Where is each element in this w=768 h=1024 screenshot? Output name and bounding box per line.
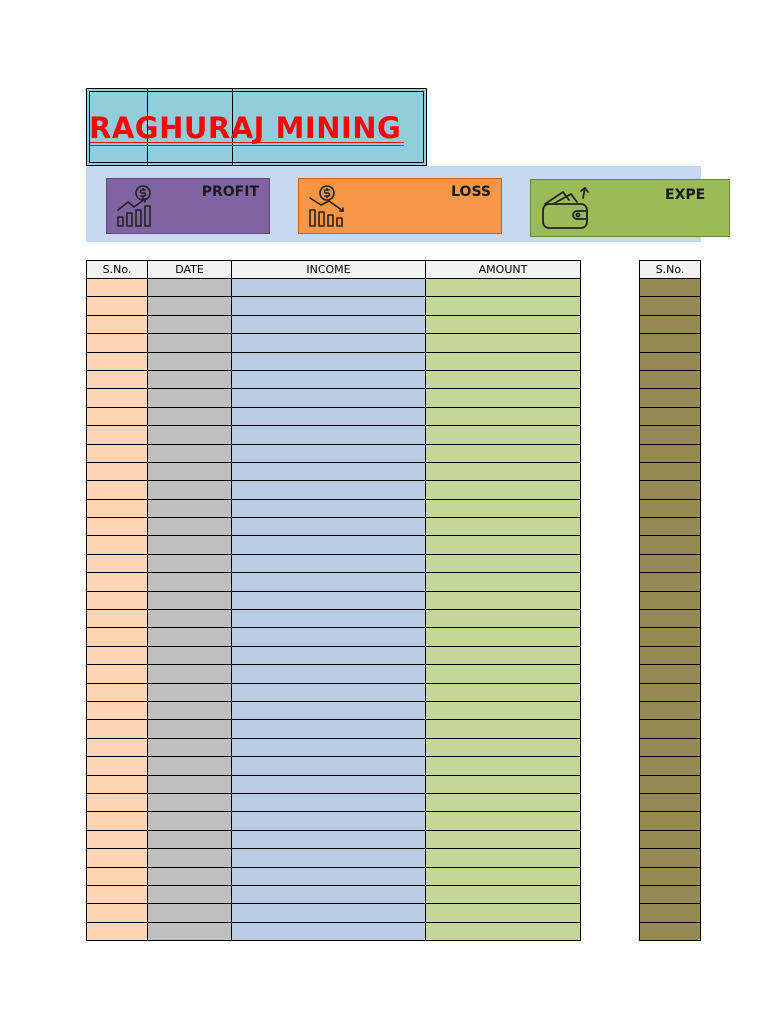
income-table-cell[interactable] (426, 922, 581, 940)
income-table-cell[interactable] (232, 757, 426, 775)
expense-table-cell[interactable] (640, 591, 701, 609)
expense-table-cell[interactable] (640, 518, 701, 536)
expense-table-cell[interactable] (640, 370, 701, 388)
income-table-cell[interactable] (232, 683, 426, 701)
expense-table-row (640, 315, 701, 333)
income-table-cell[interactable] (426, 812, 581, 830)
page-title: RAGHURAJ MINING (89, 111, 402, 145)
income-table-row (87, 720, 581, 738)
income-table-cell[interactable] (232, 536, 426, 554)
expense-table-row (640, 499, 701, 517)
profit-card[interactable] (106, 178, 270, 234)
expense-table-cell[interactable] (640, 849, 701, 867)
expense-table-cell[interactable] (640, 720, 701, 738)
income-table-row (87, 922, 581, 940)
income-table-cell[interactable] (148, 315, 232, 333)
income-table-cell[interactable] (148, 683, 232, 701)
income-table-cell[interactable] (148, 922, 232, 940)
title-block (86, 88, 427, 166)
sno-header: S.No. (87, 261, 148, 279)
income-table-cell[interactable] (232, 389, 426, 407)
expense-table-row (640, 462, 701, 480)
income-table-cell[interactable] (148, 665, 232, 683)
income-table-cell[interactable] (148, 499, 232, 517)
income-table-cell[interactable] (232, 738, 426, 756)
expense-card[interactable] (530, 179, 730, 237)
expense-table-row (640, 481, 701, 499)
title-underline (90, 142, 404, 143)
income-table-cell[interactable] (232, 518, 426, 536)
expense-table-cell[interactable] (640, 775, 701, 793)
loss-card[interactable] (298, 178, 502, 234)
income-table-cell[interactable] (87, 775, 148, 793)
income-table-cell[interactable] (87, 793, 148, 811)
income-table-cell[interactable] (87, 407, 148, 425)
expense-table-row (640, 279, 701, 297)
income-table-cell[interactable] (148, 885, 232, 903)
income-table-cell[interactable] (148, 904, 232, 922)
expense-table-row (640, 812, 701, 830)
income-table-cell[interactable] (148, 389, 232, 407)
income-table-cell[interactable] (87, 885, 148, 903)
income-header: INCOME (232, 261, 426, 279)
income-table-cell[interactable] (87, 462, 148, 480)
expense-table-row (640, 757, 701, 775)
expense-table-row (640, 830, 701, 848)
income-table-cell[interactable] (426, 849, 581, 867)
income-table-row (87, 389, 581, 407)
income-table-cell[interactable] (87, 720, 148, 738)
income-table-cell[interactable] (426, 444, 581, 462)
income-table-row (87, 665, 581, 683)
income-table-cell[interactable] (148, 793, 232, 811)
income-table-row (87, 573, 581, 591)
expense-table-cell[interactable] (640, 279, 701, 297)
expense-table-row (640, 518, 701, 536)
profit-label: PROFIT (201, 184, 259, 200)
expense-table-body (640, 279, 701, 941)
expense-table-cell[interactable] (640, 334, 701, 352)
expense-table-cell[interactable] (640, 738, 701, 756)
income-table-row (87, 757, 581, 775)
income-table-cell[interactable] (87, 389, 148, 407)
income-table-cell[interactable] (232, 646, 426, 664)
date-header: DATE (148, 261, 232, 279)
income-table-cell[interactable] (148, 297, 232, 315)
expense-table-row (640, 922, 701, 940)
expense-table-row (640, 628, 701, 646)
income-table-cell[interactable] (148, 370, 232, 388)
income-table-cell[interactable] (87, 426, 148, 444)
income-table-cell[interactable] (87, 315, 148, 333)
income-table-cell[interactable] (148, 279, 232, 297)
income-table-cell[interactable] (87, 646, 148, 664)
income-table-cell[interactable] (426, 867, 581, 885)
income-table-row (87, 610, 581, 628)
income-table-cell[interactable] (426, 481, 581, 499)
expense-table-cell[interactable] (640, 646, 701, 664)
income-table-cell[interactable] (232, 591, 426, 609)
income-table-cell[interactable] (426, 610, 581, 628)
income-table-cell[interactable] (148, 812, 232, 830)
income-table-cell[interactable] (87, 867, 148, 885)
income-table-cell[interactable] (232, 426, 426, 444)
income-table-cell[interactable] (426, 279, 581, 297)
income-table-cell[interactable] (148, 536, 232, 554)
income-table-cell[interactable] (87, 922, 148, 940)
income-table-row (87, 315, 581, 333)
income-table-cell[interactable] (232, 701, 426, 719)
income-table-cell[interactable] (232, 573, 426, 591)
expense-table-row (640, 646, 701, 664)
income-table-cell[interactable] (426, 518, 581, 536)
income-table-row (87, 849, 581, 867)
income-table-row (87, 334, 581, 352)
income-table-cell[interactable] (426, 793, 581, 811)
income-table-row (87, 407, 581, 425)
income-table-cell[interactable] (148, 518, 232, 536)
income-table-cell[interactable] (426, 775, 581, 793)
income-table-cell[interactable] (87, 665, 148, 683)
income-table-cell[interactable] (148, 738, 232, 756)
income-table-cell[interactable] (426, 665, 581, 683)
loss-chart-icon (307, 183, 357, 229)
profit-chart-icon (115, 183, 165, 229)
income-table-cell[interactable] (426, 407, 581, 425)
expense-table-cell[interactable] (640, 830, 701, 848)
income-table-cell[interactable] (426, 701, 581, 719)
income-table-row (87, 536, 581, 554)
expense-table (639, 260, 701, 941)
income-table-cell[interactable] (232, 610, 426, 628)
expense-table-cell[interactable] (640, 315, 701, 333)
expense-table-cell[interactable] (640, 444, 701, 462)
income-table-cell[interactable] (148, 352, 232, 370)
income-table-cell[interactable] (87, 830, 148, 848)
income-table-cell[interactable] (87, 444, 148, 462)
expense-table-row (640, 610, 701, 628)
expense-table-row (640, 407, 701, 425)
expense-table-cell[interactable] (640, 352, 701, 370)
expense-table-row (640, 904, 701, 922)
income-table-cell[interactable] (148, 849, 232, 867)
income-table-row (87, 904, 581, 922)
income-table-row (87, 481, 581, 499)
income-table-row (87, 683, 581, 701)
income-table-cell[interactable] (148, 720, 232, 738)
expense-sno-header: S.No. (640, 261, 701, 279)
income-table-cell[interactable] (232, 867, 426, 885)
income-table-cell[interactable] (87, 573, 148, 591)
income-table-cell[interactable] (148, 757, 232, 775)
expense-table-row (640, 683, 701, 701)
income-table-cell[interactable] (232, 628, 426, 646)
income-table-cell[interactable] (232, 370, 426, 388)
income-table-cell[interactable] (87, 812, 148, 830)
income-table-cell[interactable] (232, 315, 426, 333)
income-table-cell[interactable] (232, 554, 426, 572)
expense-table-row (640, 849, 701, 867)
expense-table-row (640, 352, 701, 370)
income-table-cell[interactable] (148, 867, 232, 885)
income-table-row (87, 554, 581, 572)
expense-table-row (640, 591, 701, 609)
income-table-cell[interactable] (426, 297, 581, 315)
income-table-cell[interactable] (426, 352, 581, 370)
income-table-row (87, 812, 581, 830)
expense-table-row (640, 573, 701, 591)
income-table-cell[interactable] (232, 793, 426, 811)
income-table-cell[interactable] (426, 389, 581, 407)
income-table-cell[interactable] (87, 628, 148, 646)
income-table-cell[interactable] (232, 720, 426, 738)
expense-table-row (640, 665, 701, 683)
expense-table-cell[interactable] (640, 812, 701, 830)
income-table-row (87, 426, 581, 444)
expense-table-cell[interactable] (640, 904, 701, 922)
income-table-cell[interactable] (87, 738, 148, 756)
income-table-row (87, 444, 581, 462)
income-table-cell[interactable] (148, 646, 232, 664)
expense-table-row (640, 536, 701, 554)
income-table-cell[interactable] (232, 462, 426, 480)
expense-table-row (640, 720, 701, 738)
income-table-cell[interactable] (148, 610, 232, 628)
income-table-cell[interactable] (87, 536, 148, 554)
income-table-row (87, 518, 581, 536)
income-table-cell[interactable] (232, 885, 426, 903)
income-table-cell[interactable] (87, 499, 148, 517)
expense-table-cell[interactable] (640, 389, 701, 407)
income-table-row (87, 279, 581, 297)
expense-table-cell[interactable] (640, 757, 701, 775)
expense-table-cell[interactable] (640, 554, 701, 572)
income-table-cell[interactable] (232, 297, 426, 315)
wallet-icon (539, 184, 595, 232)
income-table-cell[interactable] (87, 904, 148, 922)
income-table-cell[interactable] (148, 407, 232, 425)
income-table-cell[interactable] (87, 297, 148, 315)
amount-header: AMOUNT (426, 261, 581, 279)
expense-table-viewport (639, 260, 701, 950)
expense-table-row (640, 885, 701, 903)
income-table-cell[interactable] (87, 683, 148, 701)
income-table-cell[interactable] (148, 628, 232, 646)
income-table-cell[interactable] (148, 481, 232, 499)
income-table-cell[interactable] (232, 334, 426, 352)
income-table-cell[interactable] (232, 407, 426, 425)
income-table-cell[interactable] (232, 665, 426, 683)
income-table-cell[interactable] (426, 554, 581, 572)
income-table-cell[interactable] (148, 573, 232, 591)
expense-table-row (640, 389, 701, 407)
income-table-cell[interactable] (426, 591, 581, 609)
expense-table-cell[interactable] (640, 867, 701, 885)
income-table-row (87, 885, 581, 903)
income-table-cell[interactable] (148, 444, 232, 462)
income-table-row (87, 591, 581, 609)
income-table-cell[interactable] (426, 462, 581, 480)
expense-table-row (640, 775, 701, 793)
expense-table-cell[interactable] (640, 885, 701, 903)
income-table-row (87, 462, 581, 480)
income-table-cell[interactable] (148, 830, 232, 848)
expense-table-cell[interactable] (640, 573, 701, 591)
income-table-cell[interactable] (87, 334, 148, 352)
income-table-cell[interactable] (426, 315, 581, 333)
expense-table-row (640, 701, 701, 719)
income-table-cell[interactable] (232, 481, 426, 499)
income-table-cell[interactable] (426, 904, 581, 922)
income-table-cell[interactable] (426, 370, 581, 388)
expense-table-cell[interactable] (640, 628, 701, 646)
income-table-row (87, 738, 581, 756)
income-table-cell[interactable] (148, 775, 232, 793)
income-table-row (87, 775, 581, 793)
income-table-cell[interactable] (426, 334, 581, 352)
income-table-cell[interactable] (232, 849, 426, 867)
income-table-cell[interactable] (232, 904, 426, 922)
expense-table-cell[interactable] (640, 922, 701, 940)
income-header-row (87, 261, 581, 279)
income-table-row (87, 628, 581, 646)
income-table-cell[interactable] (232, 922, 426, 940)
income-table-cell[interactable] (426, 499, 581, 517)
income-table-row (87, 867, 581, 885)
income-table-cell[interactable] (148, 426, 232, 444)
income-table-row (87, 830, 581, 848)
income-table-cell[interactable] (232, 279, 426, 297)
income-table-cell[interactable] (426, 426, 581, 444)
income-table-cell[interactable] (87, 481, 148, 499)
income-table-cell[interactable] (87, 370, 148, 388)
income-table-cell[interactable] (148, 334, 232, 352)
expense-table-row (640, 793, 701, 811)
expense-header-row (640, 261, 701, 279)
expense-table-cell[interactable] (640, 499, 701, 517)
expense-table-row (640, 867, 701, 885)
income-table-cell[interactable] (87, 701, 148, 719)
income-table-cell[interactable] (87, 610, 148, 628)
expense-table-cell[interactable] (640, 462, 701, 480)
expense-table-row (640, 738, 701, 756)
loss-label: LOSS (451, 184, 491, 200)
expense-table-row (640, 334, 701, 352)
income-table-cell[interactable] (148, 591, 232, 609)
income-table-cell[interactable] (232, 830, 426, 848)
income-table-cell[interactable] (426, 738, 581, 756)
income-table-cell[interactable] (426, 720, 581, 738)
income-table (86, 260, 581, 941)
income-table-cell[interactable] (148, 462, 232, 480)
expense-table-cell[interactable] (640, 407, 701, 425)
income-table-cell[interactable] (426, 830, 581, 848)
income-table-cell[interactable] (87, 518, 148, 536)
expense-table-cell[interactable] (640, 701, 701, 719)
income-table-cell[interactable] (426, 683, 581, 701)
income-table-cell[interactable] (87, 757, 148, 775)
expense-table-row (640, 426, 701, 444)
expense-table-cell[interactable] (640, 536, 701, 554)
income-table-cell[interactable] (148, 701, 232, 719)
kpi-band (86, 166, 706, 242)
expense-table-row (640, 297, 701, 315)
income-table-cell[interactable] (232, 775, 426, 793)
income-table-cell[interactable] (426, 536, 581, 554)
expense-table-cell[interactable] (640, 481, 701, 499)
income-table-cell[interactable] (87, 591, 148, 609)
income-table-cell[interactable] (232, 444, 426, 462)
title-underline-double (90, 145, 404, 146)
income-table-cell[interactable] (87, 279, 148, 297)
income-table-cell[interactable] (426, 628, 581, 646)
expense-table-row (640, 444, 701, 462)
income-table-body (87, 279, 581, 941)
income-table-row (87, 499, 581, 517)
expense-table-row (640, 370, 701, 388)
income-table-row (87, 701, 581, 719)
income-table-cell[interactable] (87, 352, 148, 370)
income-table-cell[interactable] (426, 573, 581, 591)
expense-table-cell[interactable] (640, 665, 701, 683)
income-table-cell[interactable] (232, 352, 426, 370)
income-table-row (87, 646, 581, 664)
income-table-cell[interactable] (87, 554, 148, 572)
income-table-cell[interactable] (426, 885, 581, 903)
expense-table-cell[interactable] (640, 297, 701, 315)
expense-table-row (640, 554, 701, 572)
income-table-cell[interactable] (232, 499, 426, 517)
expense-label: EXPE (665, 187, 706, 203)
expense-table-cell[interactable] (640, 610, 701, 628)
income-table-cell[interactable] (87, 849, 148, 867)
expense-table-cell[interactable] (640, 426, 701, 444)
income-table-cell[interactable] (148, 554, 232, 572)
expense-table-cell[interactable] (640, 683, 701, 701)
income-table-row (87, 352, 581, 370)
income-table-row (87, 793, 581, 811)
income-table-cell[interactable] (426, 757, 581, 775)
income-table-row (87, 297, 581, 315)
income-table-cell[interactable] (232, 812, 426, 830)
income-table-cell[interactable] (426, 646, 581, 664)
income-table-row (87, 370, 581, 388)
expense-table-cell[interactable] (640, 793, 701, 811)
